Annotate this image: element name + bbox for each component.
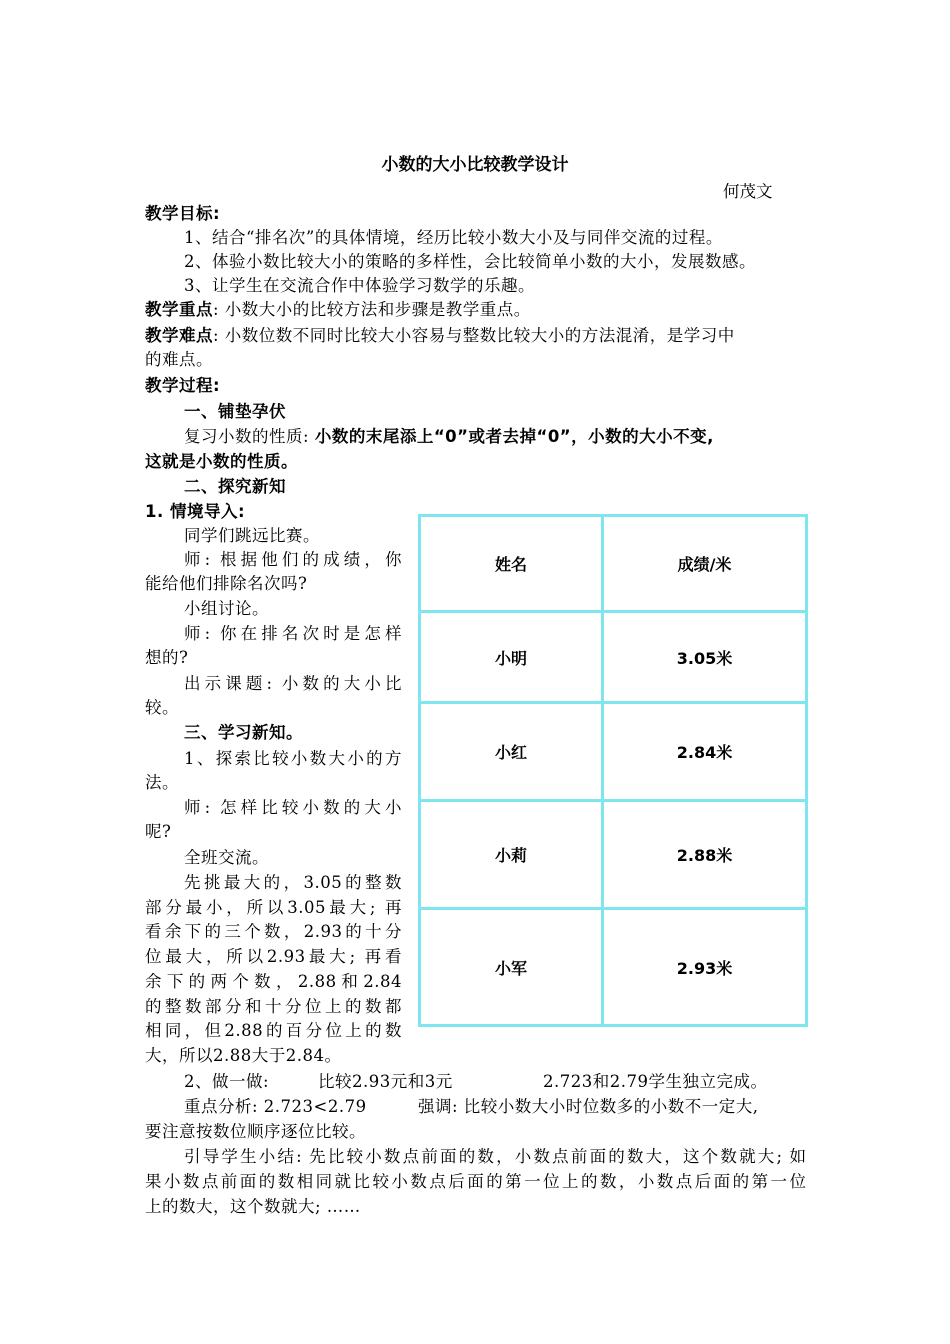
- left-line-12: 师: 怎样比较小数的大小: [184, 798, 402, 817]
- objective-item-3: 3、让学生在交流合作中体验学习数学的乐趣。: [184, 276, 535, 295]
- section2-subheading: 1. 情境导入:: [145, 502, 246, 521]
- left-line-8: 较。: [145, 698, 179, 717]
- table-cell-name: 小明: [420, 612, 603, 703]
- left-line-2: 师: 根据他们的成绩，你: [184, 550, 402, 569]
- score-table: [418, 514, 808, 1027]
- left-line-17: 看余下的三个数，2.93的十分: [145, 922, 402, 941]
- key-point: [145, 298, 531, 322]
- process-heading: 教学过程:: [145, 376, 221, 395]
- table-header-row: [420, 516, 807, 612]
- practice-label: 2、做一做:: [184, 1072, 270, 1091]
- author-name: 何茂文: [723, 182, 773, 201]
- left-line-15: 先挑最大的，3.05的整数: [184, 873, 402, 892]
- table-row: [420, 612, 807, 703]
- practice-item-2: 2.723和2.79学生独立完成。: [543, 1072, 768, 1091]
- objective-item-2: 2、体验小数比较大小的策略的多样性，会比较简单小数的大小，发展数感。: [184, 252, 756, 271]
- left-line-22: 大，所以2.88大于2.84。: [145, 1046, 342, 1065]
- difficulty-label: 教学难点: [145, 326, 213, 345]
- table-row: [420, 703, 807, 801]
- left-line-14: 全班交流。: [184, 848, 269, 867]
- left-line-10: 1、探索比较小数大小的方: [184, 749, 402, 768]
- left-line-21: 相同，但2.88的百分位上的数: [145, 1021, 402, 1040]
- table-row: [420, 801, 807, 909]
- table-cell-score: 2.93米: [603, 909, 807, 1026]
- summary-line3: 上的数大，这个数就大; ……: [145, 1197, 361, 1216]
- table-cell-score: 3.05米: [603, 612, 807, 703]
- table-cell-score: 2.84米: [603, 703, 807, 801]
- left-line-5: 师: 你在排名次时是怎样: [184, 624, 402, 643]
- section1-heading: 一、铺垫孕伏: [184, 402, 286, 421]
- difficulty-text-line2: 的难点。: [145, 350, 213, 369]
- table-header-score: 成绩/米: [603, 516, 807, 612]
- review-line: [184, 425, 714, 449]
- left-line-6: 想的?: [145, 648, 189, 667]
- left-line-18: 位最大，所以2.93最大; 再看: [145, 947, 402, 966]
- left-line-3: 能给他们排除名次吗?: [145, 574, 308, 593]
- review-bold-line1: 小数的末尾添上“0”或者去掉“0”，小数的大小不变,: [314, 427, 714, 446]
- left-line-13: 呢?: [145, 822, 172, 841]
- key-point-text: : 小数大小的比较方法和步骤是教学重点。: [213, 300, 531, 319]
- left-line-20: 的整数部分和十分位上的数都: [145, 997, 402, 1016]
- key-point-label: 教学重点: [145, 300, 213, 319]
- analysis-part1: 重点分析: 2.723<2.79: [184, 1097, 367, 1116]
- table-cell-name: 小军: [420, 909, 603, 1026]
- left-line-11: 法。: [145, 773, 179, 792]
- section2-heading: 二、探究新知: [184, 477, 286, 496]
- section3-heading: 三、学习新知。: [184, 723, 303, 742]
- left-line-19: 余下的两个数，2.88和2.84: [145, 972, 402, 991]
- left-line-7: 出示课题: 小数的大小比: [184, 674, 402, 693]
- left-line-4: 小组讨论。: [184, 599, 269, 618]
- summary-line2: 果小数点前面的数相同就比较小数点后面的第一位上的数，小数点后面的第一位: [145, 1172, 806, 1191]
- table-cell-name: 小红: [420, 703, 603, 801]
- table-cell-score: 2.88米: [603, 801, 807, 909]
- objectives-heading: 教学目标:: [145, 204, 221, 223]
- review-bold-line2: 这就是小数的性质。: [145, 452, 298, 471]
- table-row: [420, 909, 807, 1026]
- left-line-1: 同学们跳远比赛。: [184, 526, 320, 545]
- practice-item-1: 比较2.93元和3元: [318, 1072, 453, 1091]
- table-header-name: 姓名: [420, 516, 603, 612]
- analysis-part2: 强调: 比较小数大小时位数多的小数不一定大,: [418, 1097, 759, 1116]
- review-prefix: 复习小数的性质:: [184, 427, 315, 446]
- objective-item-1: 1、结合“排名次”的具体情境，经历比较小数大小及与同伴交流的过程。: [184, 228, 723, 247]
- summary-line1: 引导学生小结: 先比较小数点前面的数，小数点前面的数大，这个数就大; 如: [184, 1147, 806, 1166]
- analysis-line2: 要注意按数位顺序逐位比较。: [145, 1122, 366, 1141]
- difficulty: [145, 324, 735, 348]
- left-line-16: 部分最小，所以3.05最大; 再: [145, 898, 402, 917]
- table-cell-name: 小莉: [420, 801, 603, 909]
- difficulty-text-line1: : 小数位数不同时比较大小容易与整数比较大小的方法混淆，是学习中: [213, 326, 735, 345]
- document-title: 小数的大小比较教学设计: [381, 155, 569, 175]
